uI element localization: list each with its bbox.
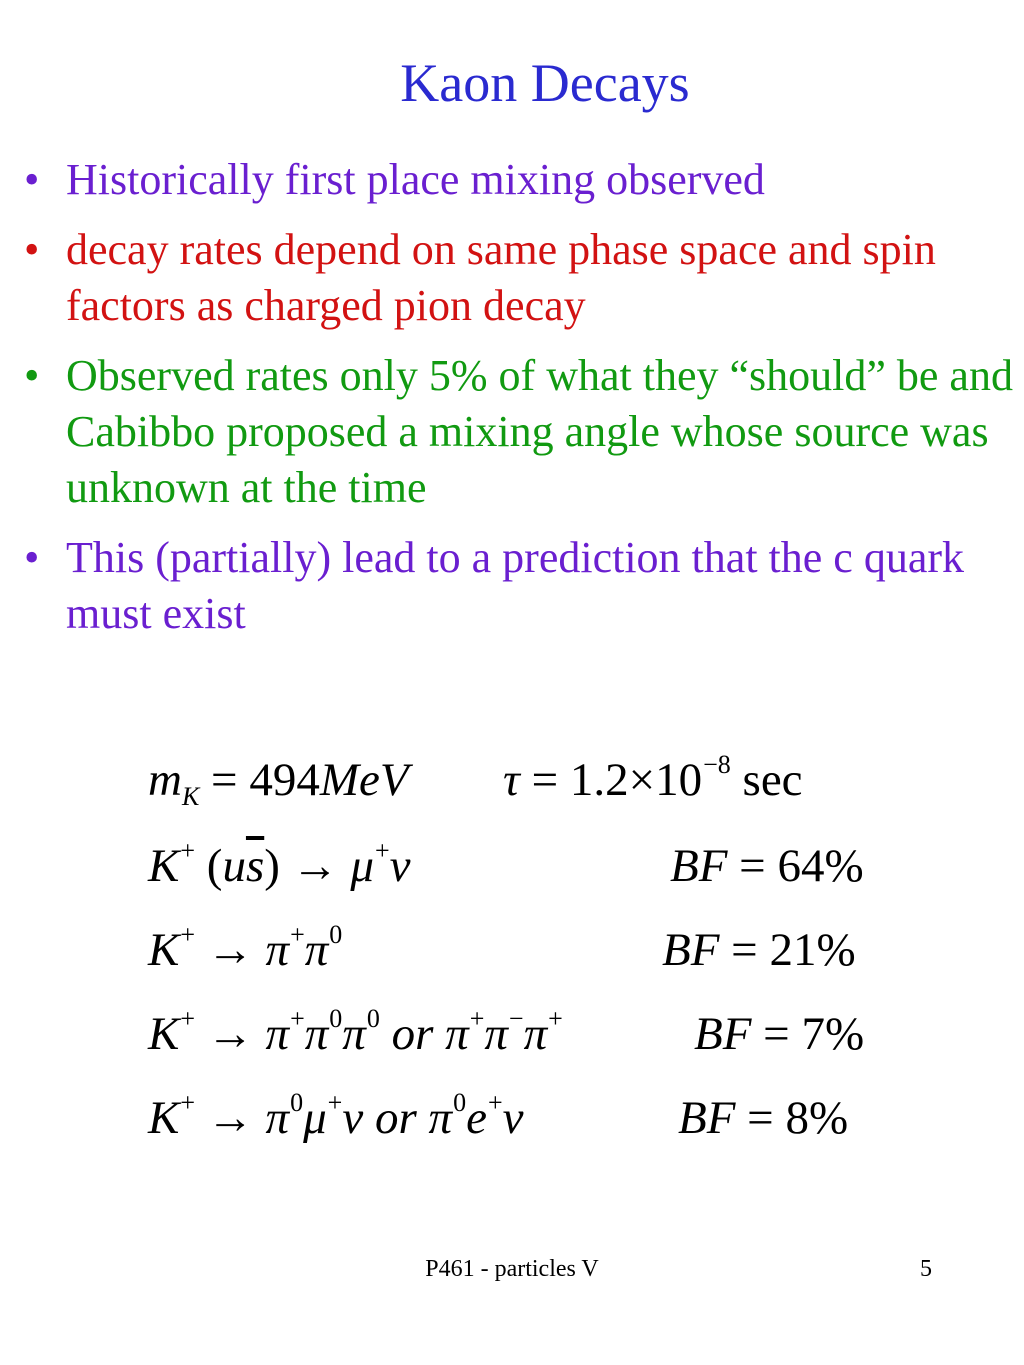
bullet-item [18,530,1018,642]
kaon-lifetime-expression: $\tau = 1.2\times 10^{-8}$ sec [503,750,803,806]
equation-decay-two-pions [148,920,1008,980]
bullet-text: decay rates depend on same phase space and spin factors as charged pion decay [66,225,936,330]
bullet-text: This (partially) lead to a prediction that the c quark must exist [66,533,965,638]
decay-expression: $K^+ \to \pi^0\mu^+\nu$ or $\pi^0e^+\nu$ [148,1088,524,1144]
bullet-marker: • [24,351,40,400]
equation-decay-muon-neutrino [148,836,1008,896]
equation-decay-semileptonic [148,1088,1008,1148]
bullet-marker: • [24,155,40,204]
bullet-item [18,222,1018,334]
decay-expression: $K^+ \to \pi^+\pi^0$ [148,920,343,976]
decay-expression: K+ $(u\overline{s}) \to \mu^+\nu$ [148,836,411,892]
bullet-list [18,152,1018,656]
kaon-mass-expression: $m_K = 494MeV$ [148,754,409,811]
bullet-marker: • [24,225,40,274]
footer-page-number: 5 [920,1256,932,1282]
branching-fraction: BF = 21% [662,924,856,976]
branching-fraction: BF = 64% [670,840,864,892]
equation-decay-three-pions [148,1004,1008,1064]
bullet-text: Observed rates only 5% of what they “should” be and Cabibbo proposed a mixing angle whose source was unknown at the time [66,351,1013,512]
decay-expression: $K^+ \to \pi^+\pi^0\pi^0$ or π+π−π+ [148,1004,563,1060]
equation-mass-lifetime [148,750,1008,810]
footer-course-label: P461 - particles V [425,1256,599,1282]
bullet-text: Historically first place mixing observed [66,155,765,204]
branching-fraction: BF = 7% [694,1008,865,1060]
bullet-marker: • [24,533,40,582]
bullet-item [18,348,1018,516]
slide-title: Kaon Decays [400,53,690,113]
branching-fraction: BF = 8% [678,1092,849,1144]
bullet-item [18,152,1018,208]
